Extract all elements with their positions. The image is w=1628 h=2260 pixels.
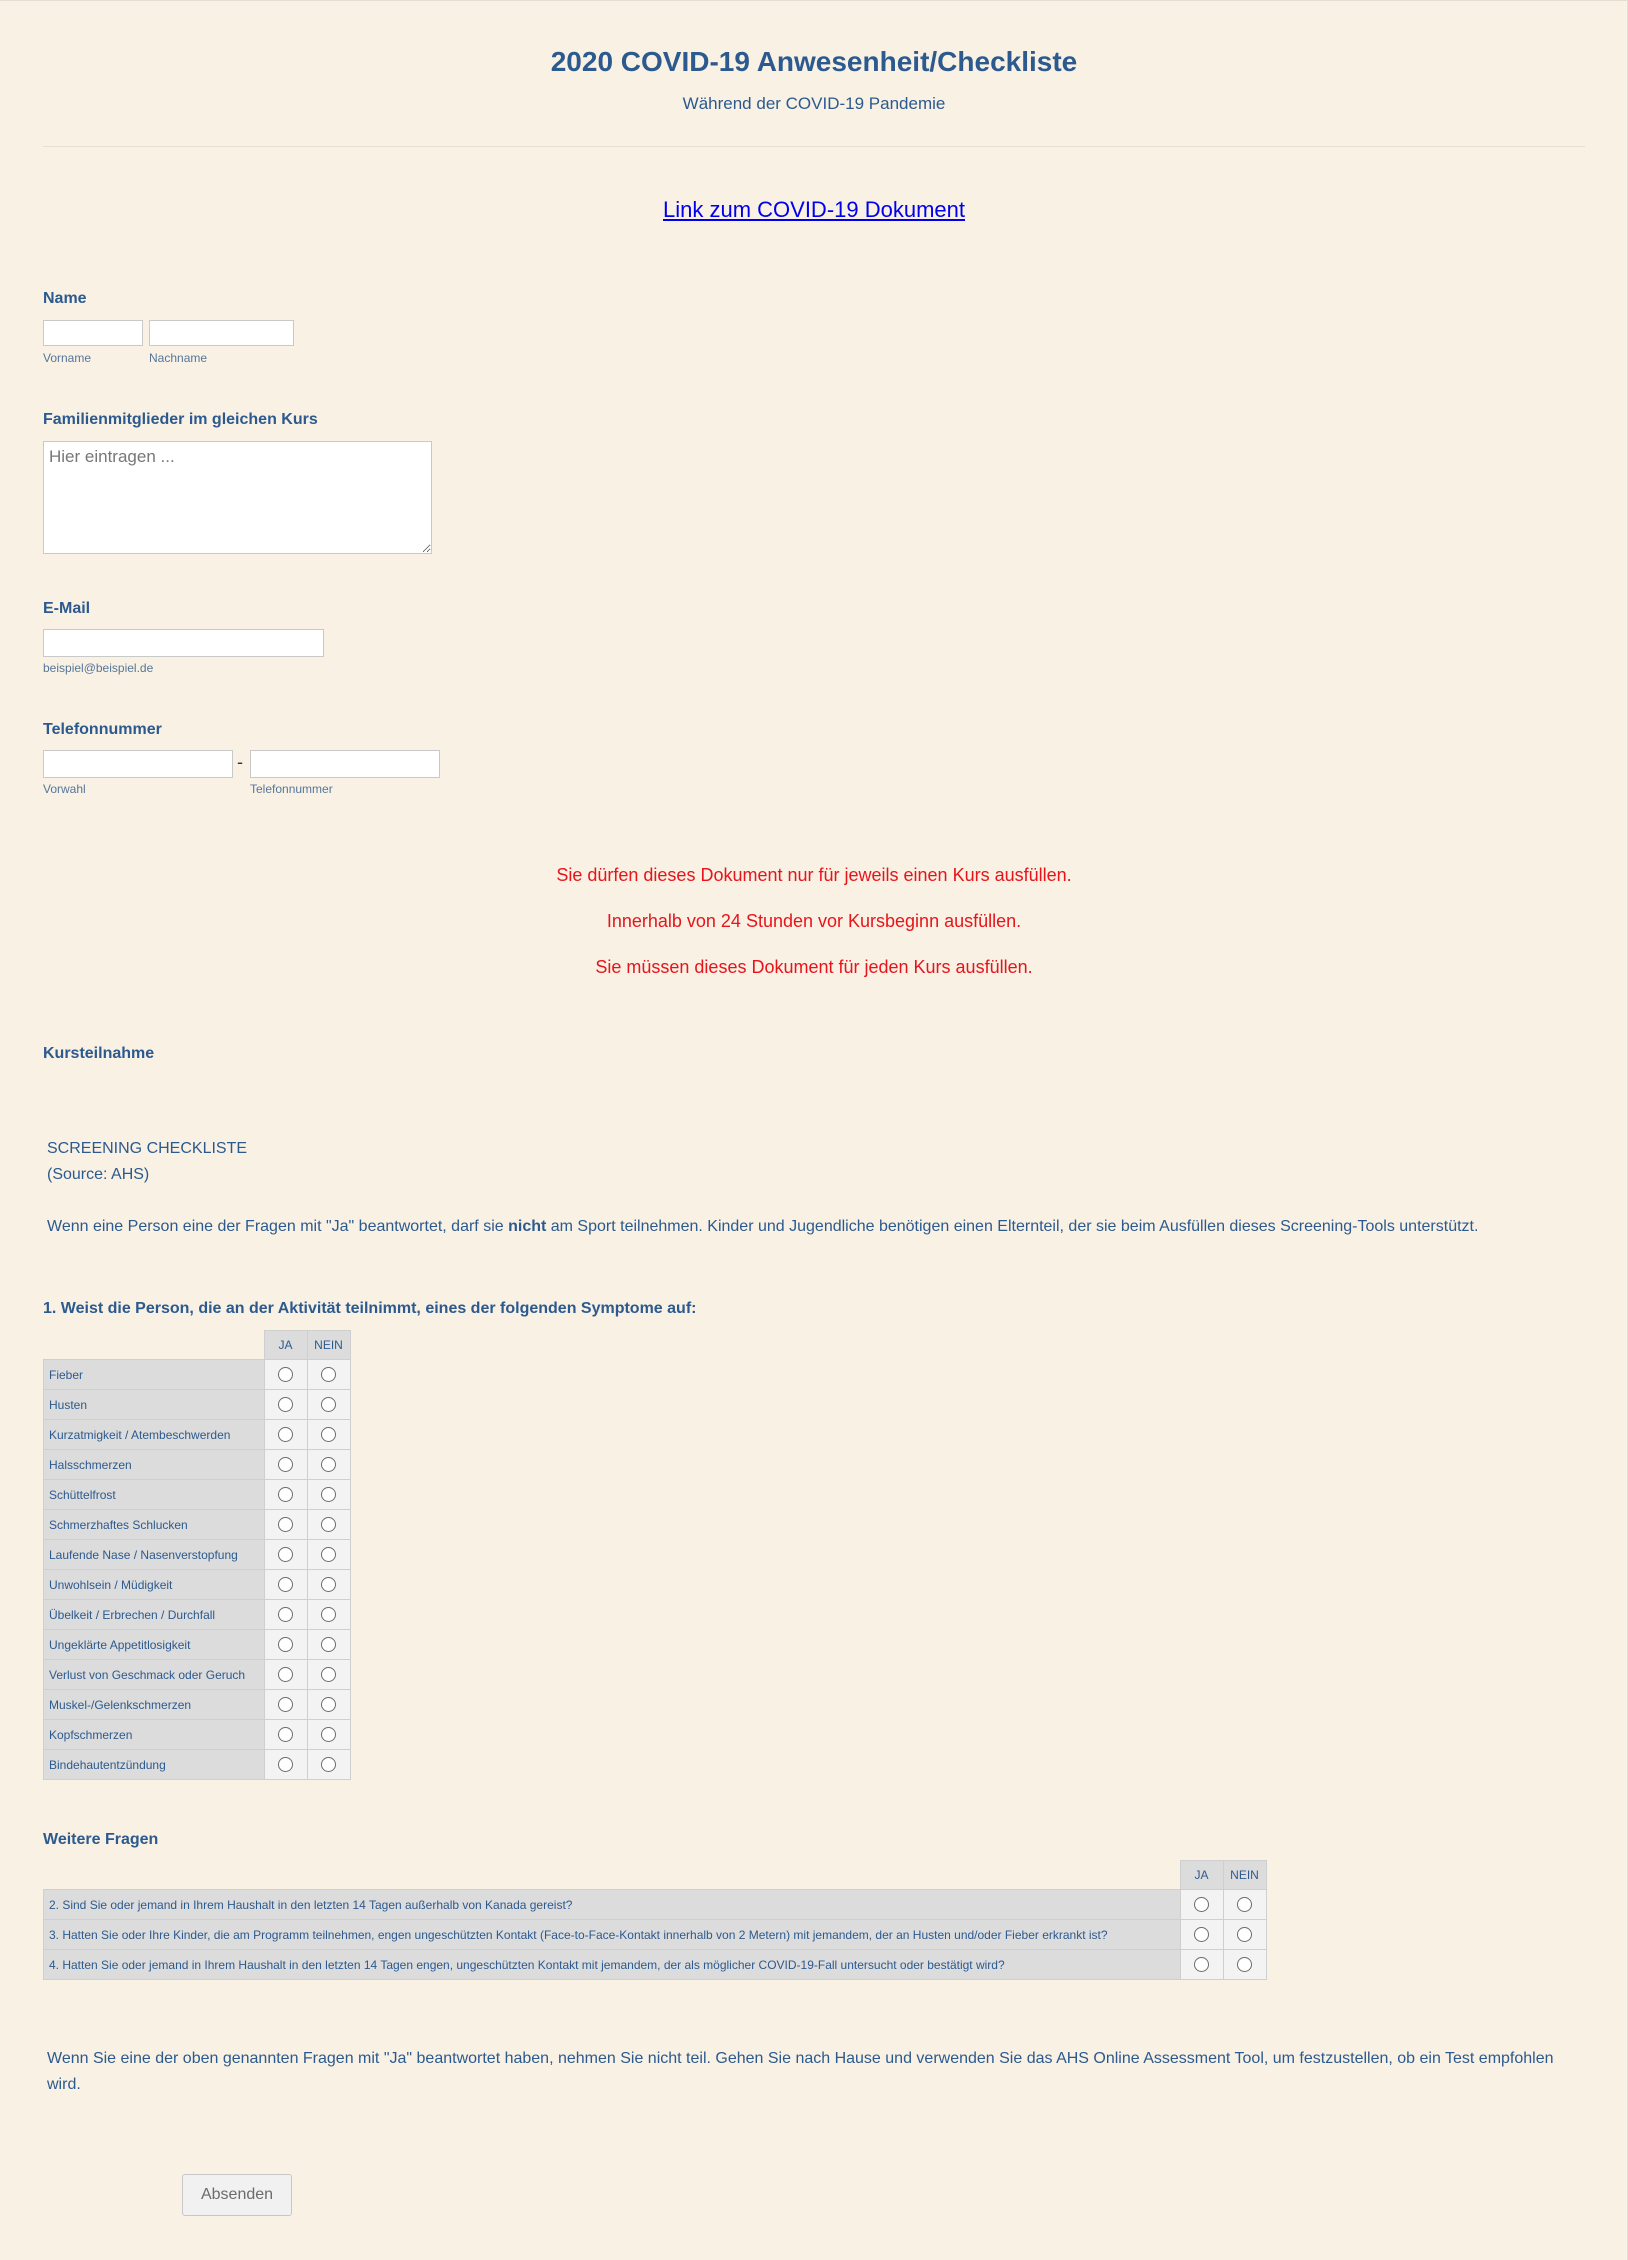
symptom-yes-cell bbox=[264, 1390, 307, 1420]
symptoms-question: 1. Weist die Person, die an der Aktivität teilnimmt, eines der folgenden Symptome auf: bbox=[43, 1300, 697, 1317]
symptom-row-label: Husten bbox=[44, 1390, 265, 1420]
last-name-sublabel: Nachname bbox=[149, 351, 208, 365]
form-title: 2020 COVID-19 Anwesenheit/Checkliste bbox=[550, 46, 1078, 77]
phone-number-input[interactable] bbox=[250, 750, 440, 778]
further-col-no: NEIN bbox=[1223, 1861, 1266, 1890]
phone-label: Telefonnummer bbox=[43, 721, 162, 738]
symptom-yes-radio[interactable] bbox=[278, 1697, 293, 1712]
name-label: Name bbox=[43, 290, 87, 307]
symptom-no-radio[interactable] bbox=[321, 1367, 336, 1382]
warning-24-hours: Innerhalb von 24 Stunden vor Kursbeginn ausfüllen. bbox=[606, 911, 1022, 931]
symptom-row bbox=[44, 1390, 351, 1420]
symptom-row bbox=[44, 1720, 351, 1750]
further-no-radio[interactable] bbox=[1237, 1927, 1252, 1942]
further-questions-matrix bbox=[43, 1860, 1267, 1980]
symptom-row-label: Kurzatmigkeit / Atembeschwerden bbox=[44, 1420, 265, 1450]
further-row-label: 3. Hatten Sie oder Ihre Kinder, die am Programm teilnehmen, engen ungeschützten Kontakt (Face-to-Face-Kontakt innerhalb von 2 Metern) mit jemandem, der an Husten und/oder Fieber erkrankt ist? bbox=[44, 1920, 1181, 1950]
symptom-yes-radio[interactable] bbox=[278, 1757, 293, 1772]
family-members-textarea[interactable] bbox=[43, 441, 432, 554]
symptom-yes-radio[interactable] bbox=[278, 1457, 293, 1472]
symptom-yes-cell bbox=[264, 1570, 307, 1600]
symptom-row bbox=[44, 1750, 351, 1780]
symptom-no-cell bbox=[307, 1600, 350, 1630]
top-border bbox=[0, 0, 1628, 1]
further-yes-radio[interactable] bbox=[1194, 1957, 1209, 1972]
symptoms-corner bbox=[44, 1331, 265, 1360]
area-code-sublabel: Vorwahl bbox=[43, 782, 86, 796]
email-label: E-Mail bbox=[43, 600, 91, 617]
symptom-no-radio[interactable] bbox=[321, 1517, 336, 1532]
symptom-yes-radio[interactable] bbox=[278, 1577, 293, 1592]
further-yes-cell bbox=[1180, 1920, 1223, 1950]
symptom-yes-cell bbox=[264, 1690, 307, 1720]
further-row-label: 2. Sind Sie oder jemand in Ihrem Haushalt in den letzten 14 Tagen außerhalb von Kanada gereist? bbox=[44, 1890, 1181, 1920]
further-col-yes: JA bbox=[1180, 1861, 1223, 1890]
covid-document-link[interactable]: Link zum COVID-19 Dokument bbox=[663, 197, 965, 222]
symptom-yes-cell bbox=[264, 1360, 307, 1390]
symptom-yes-radio[interactable] bbox=[278, 1727, 293, 1742]
email-input[interactable] bbox=[43, 629, 324, 657]
symptom-no-cell bbox=[307, 1750, 350, 1780]
symptoms-col-no: NEIN bbox=[307, 1331, 350, 1360]
symptom-no-radio[interactable] bbox=[321, 1487, 336, 1502]
symptom-row-label: Unwohlsein / Müdigkeit bbox=[44, 1570, 265, 1600]
symptom-no-radio[interactable] bbox=[321, 1637, 336, 1652]
symptom-row-label: Schüttelfrost bbox=[44, 1480, 265, 1510]
further-corner bbox=[44, 1861, 1181, 1890]
symptom-no-radio[interactable] bbox=[321, 1547, 336, 1562]
symptom-no-radio[interactable] bbox=[321, 1427, 336, 1442]
symptom-no-cell bbox=[307, 1630, 350, 1660]
symptom-yes-cell bbox=[264, 1480, 307, 1510]
further-no-cell bbox=[1223, 1950, 1266, 1980]
further-yes-radio[interactable] bbox=[1194, 1897, 1209, 1912]
symptom-no-cell bbox=[307, 1360, 350, 1390]
symptom-yes-cell bbox=[264, 1630, 307, 1660]
symptom-yes-cell bbox=[264, 1660, 307, 1690]
symptom-yes-radio[interactable] bbox=[278, 1427, 293, 1442]
symptom-yes-radio[interactable] bbox=[278, 1547, 293, 1562]
first-name-sublabel: Vorname bbox=[43, 351, 92, 365]
symptom-row-label: Übelkeit / Erbrechen / Durchfall bbox=[44, 1600, 265, 1630]
header-divider bbox=[43, 146, 1585, 147]
phone-separator: - bbox=[237, 752, 243, 772]
symptom-no-cell bbox=[307, 1390, 350, 1420]
symptom-no-cell bbox=[307, 1450, 350, 1480]
symptom-row-label: Fieber bbox=[44, 1360, 265, 1390]
warning-one-course: Sie dürfen dieses Dokument nur für jeweils einen Kurs ausfüllen. bbox=[556, 865, 1072, 885]
symptom-yes-cell bbox=[264, 1750, 307, 1780]
symptom-row bbox=[44, 1420, 351, 1450]
symptom-no-radio[interactable] bbox=[321, 1727, 336, 1742]
screening-source: (Source: AHS) bbox=[47, 1166, 150, 1183]
symptom-no-radio[interactable] bbox=[321, 1697, 336, 1712]
symptom-yes-cell bbox=[264, 1420, 307, 1450]
further-no-radio[interactable] bbox=[1237, 1897, 1252, 1912]
symptom-row bbox=[44, 1660, 351, 1690]
screening-intro bbox=[47, 1214, 1577, 1240]
symptom-yes-cell bbox=[264, 1720, 307, 1750]
closing-paragraph: Wenn Sie eine der oben genannten Fragen mit "Ja" beantwortet haben, nehmen Sie nicht teil. Gehen Sie nach Hause und verwenden Sie das AHS Online Assessment Tool, um festzustellen, ob ein Test empfohlen wird. bbox=[47, 2050, 1554, 2093]
screening-intro-start: Wenn eine Person eine der Fragen mit "Ja" beantwortet, darf sie bbox=[47, 1218, 509, 1235]
form-subtitle: Während der COVID-19 Pandemie bbox=[682, 94, 946, 113]
symptom-row bbox=[44, 1360, 351, 1390]
symptom-row bbox=[44, 1600, 351, 1630]
first-name-input[interactable] bbox=[43, 320, 143, 346]
symptom-row bbox=[44, 1480, 351, 1510]
symptom-row-label: Schmerzhaftes Schlucken bbox=[44, 1510, 265, 1540]
symptom-yes-radio[interactable] bbox=[278, 1607, 293, 1622]
further-questions-label: Weitere Fragen bbox=[43, 1831, 159, 1848]
symptom-row bbox=[44, 1570, 351, 1600]
symptoms-matrix bbox=[43, 1330, 351, 1780]
screening-heading bbox=[47, 1136, 247, 1188]
symptom-row bbox=[44, 1510, 351, 1540]
further-row bbox=[44, 1920, 1267, 1950]
symptom-no-cell bbox=[307, 1570, 350, 1600]
phone-number-sublabel: Telefonnummer bbox=[250, 782, 333, 796]
symptom-no-radio[interactable] bbox=[321, 1457, 336, 1472]
symptom-no-cell bbox=[307, 1660, 350, 1690]
symptom-yes-radio[interactable] bbox=[278, 1367, 293, 1382]
symptom-yes-cell bbox=[264, 1450, 307, 1480]
further-no-cell bbox=[1223, 1890, 1266, 1920]
last-name-input[interactable] bbox=[149, 320, 294, 346]
symptom-row bbox=[44, 1630, 351, 1660]
symptom-no-radio[interactable] bbox=[321, 1607, 336, 1622]
symptom-no-cell bbox=[307, 1690, 350, 1720]
symptom-row bbox=[44, 1450, 351, 1480]
further-row bbox=[44, 1890, 1267, 1920]
symptom-row-label: Laufende Nase / Nasenverstopfung bbox=[44, 1540, 265, 1570]
symptom-row-label: Halsschmerzen bbox=[44, 1450, 265, 1480]
symptom-no-radio[interactable] bbox=[321, 1397, 336, 1412]
symptom-yes-radio[interactable] bbox=[278, 1397, 293, 1412]
symptom-row-label: Muskel-/Gelenkschmerzen bbox=[44, 1690, 265, 1720]
area-code-input[interactable] bbox=[43, 750, 233, 778]
symptom-no-cell bbox=[307, 1510, 350, 1540]
symptom-yes-radio[interactable] bbox=[278, 1637, 293, 1652]
symptom-no-cell bbox=[307, 1480, 350, 1510]
symptom-no-radio[interactable] bbox=[321, 1667, 336, 1682]
screening-intro-bold: nicht bbox=[508, 1218, 547, 1235]
family-members-label: Familienmitglieder im gleichen Kurs bbox=[43, 411, 318, 428]
symptoms-col-yes: JA bbox=[264, 1331, 307, 1360]
symptom-row-label: Ungeklärte Appetitlosigkeit bbox=[44, 1630, 265, 1660]
email-sublabel: beispiel@beispiel.de bbox=[43, 661, 154, 675]
further-yes-cell bbox=[1180, 1950, 1223, 1980]
symptom-row bbox=[44, 1540, 351, 1570]
further-yes-cell bbox=[1180, 1890, 1223, 1920]
symptom-no-radio[interactable] bbox=[321, 1757, 336, 1772]
further-row-label: 4. Hatten Sie oder jemand in Ihrem Haushalt in den letzten 14 Tagen engen, ungeschützten Kontakt mit jemandem, der als möglicher COVID-19-Fall untersucht oder bestätigt wird? bbox=[44, 1950, 1181, 1980]
symptom-no-radio[interactable] bbox=[321, 1577, 336, 1592]
symptom-no-cell bbox=[307, 1720, 350, 1750]
symptom-yes-cell bbox=[264, 1600, 307, 1630]
further-no-radio[interactable] bbox=[1237, 1957, 1252, 1972]
further-row bbox=[44, 1950, 1267, 1980]
screening-title: SCREENING CHECKLISTE bbox=[47, 1140, 248, 1157]
attendance-label: Kursteilnahme bbox=[43, 1045, 155, 1062]
screening-intro-end: am Sport teilnehmen. Kinder und Jugendliche benötigen einen Elternteil, der sie beim Ausfüllen dieses Screening-Tools unterstützt. bbox=[546, 1218, 1479, 1235]
symptom-yes-radio[interactable] bbox=[278, 1667, 293, 1682]
symptom-yes-cell bbox=[264, 1510, 307, 1540]
further-yes-radio[interactable] bbox=[1194, 1927, 1209, 1942]
symptom-yes-cell bbox=[264, 1540, 307, 1570]
symptom-no-cell bbox=[307, 1420, 350, 1450]
symptom-row-label: Verlust von Geschmack oder Geruch bbox=[44, 1660, 265, 1690]
symptom-row-label: Kopfschmerzen bbox=[44, 1720, 265, 1750]
symptom-row-label: Bindehautentzündung bbox=[44, 1750, 265, 1780]
symptom-no-cell bbox=[307, 1540, 350, 1570]
warning-each-course: Sie müssen dieses Dokument für jeden Kurs ausfüllen. bbox=[595, 957, 1033, 977]
symptom-yes-radio[interactable] bbox=[278, 1517, 293, 1532]
submit-button[interactable]: Absenden bbox=[182, 2174, 292, 2216]
symptom-yes-radio[interactable] bbox=[278, 1487, 293, 1502]
further-no-cell bbox=[1223, 1920, 1266, 1950]
document-link-wrapper bbox=[43, 197, 1585, 223]
symptom-row bbox=[44, 1690, 351, 1720]
